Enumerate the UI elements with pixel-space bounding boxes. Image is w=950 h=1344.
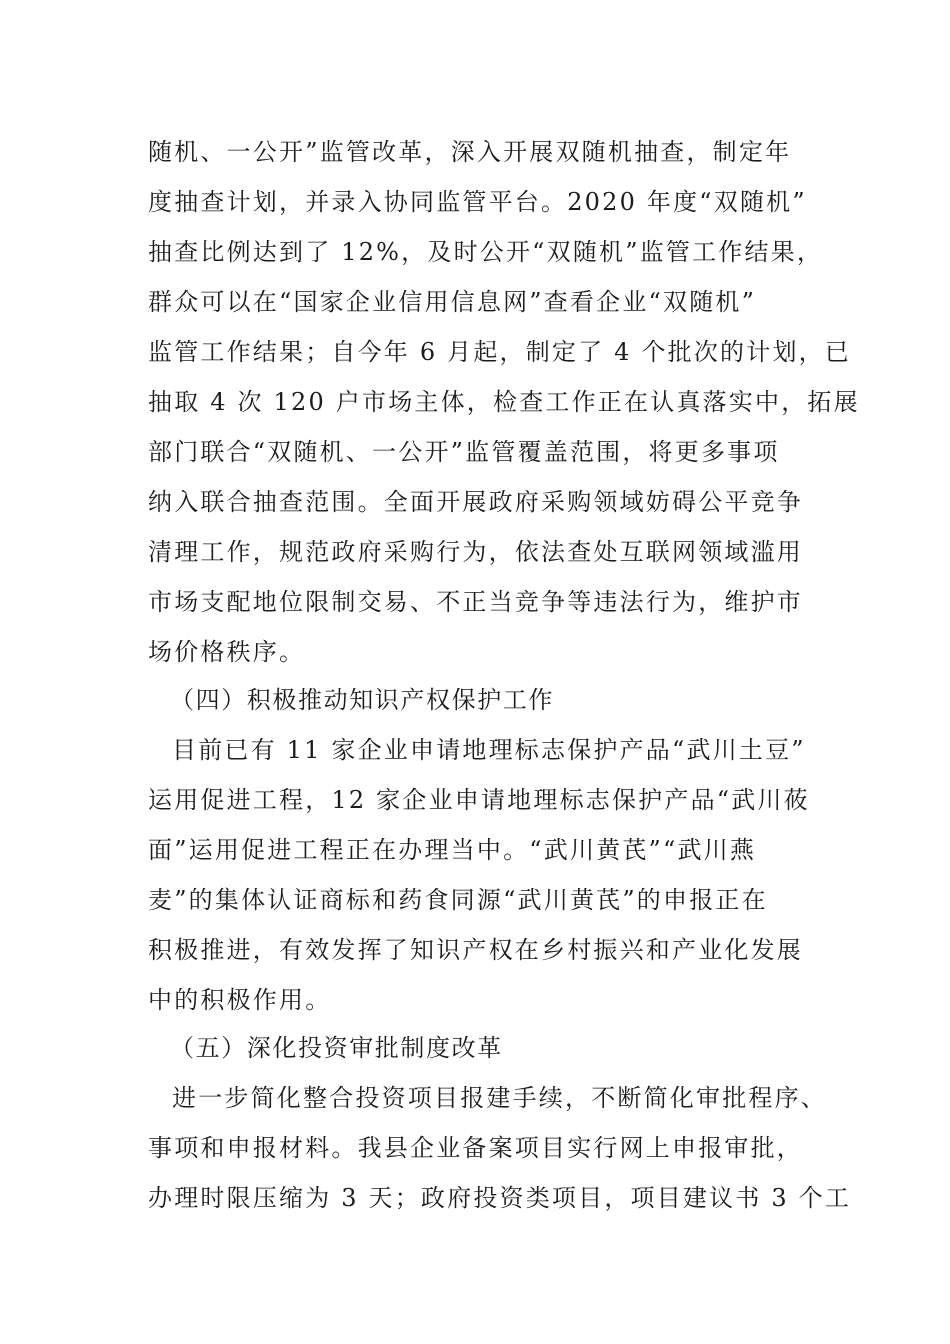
body-text-line: 办理时限压缩为 3 天；政府投资类项目，项目建议书 3 个工 [148, 1184, 852, 1212]
body-text-line: 清理工作，规范政府采购行为，依法查处互联网领域滥用 [148, 538, 803, 566]
section-heading: （五）深化投资审批制度改革 [170, 1034, 503, 1062]
body-text-line: 纳入联合抽查范围。全面开展政府采购领域妨碍公平竞争 [148, 488, 803, 516]
body-text-line: 随机、一公开”监管改革，深入开展双随机抽查，制定年 [148, 138, 792, 166]
body-text-line: 市场支配地位限制交易、不正当竞争等违法行为，维护市 [148, 588, 803, 616]
body-text-line: 抽查比例达到了 12%，及时公开“双随机”监管工作结果， [148, 238, 824, 266]
body-text-line: 事项和申报材料。我县企业备案项目实行网上申报审批， [148, 1134, 803, 1162]
body-text-line: 进一步简化整合投资项目报建手续，不断简化审批程序、 [172, 1084, 827, 1112]
section-heading: （四）积极推动知识产权保护工作 [170, 686, 554, 714]
body-text-line: 面”运用促进工程正在办理当中。“武川黄芪”“武川燕 [148, 836, 757, 864]
body-text-line: 运用促进工程，12 家企业申请地理标志保护产品“武川莜 [148, 786, 810, 814]
body-text-line: 抽取 4 次 120 户市场主体，检查工作正在认真落实中，拓展 [148, 388, 860, 416]
body-text-line: 群众可以在“国家企业信用信息网”查看企业“双随机” [148, 288, 757, 316]
body-text-line: 积极推进，有效发挥了知识产权在乡村振兴和产业化发展 [148, 936, 803, 964]
body-text-line: 部门联合“双随机、一公开”监管覆盖范围，将更多事项 [148, 438, 780, 466]
body-text-line: 麦”的集体认证商标和药食同源“武川黄芪”的申报正在 [148, 886, 768, 914]
body-text-line: 监管工作结果；自今年 6 月起，制定了 4 个批次的计划，已 [148, 338, 852, 366]
body-text-line: 目前已有 11 家企业申请地理标志保护产品“武川土豆” [172, 736, 806, 764]
body-text-line: 场价格秩序。 [148, 638, 306, 666]
body-text-line: 度抽查计划，并录入协同监管平台。2020 年度“双随机” [148, 188, 807, 216]
body-text-line: 中的积极作用。 [148, 986, 332, 1014]
